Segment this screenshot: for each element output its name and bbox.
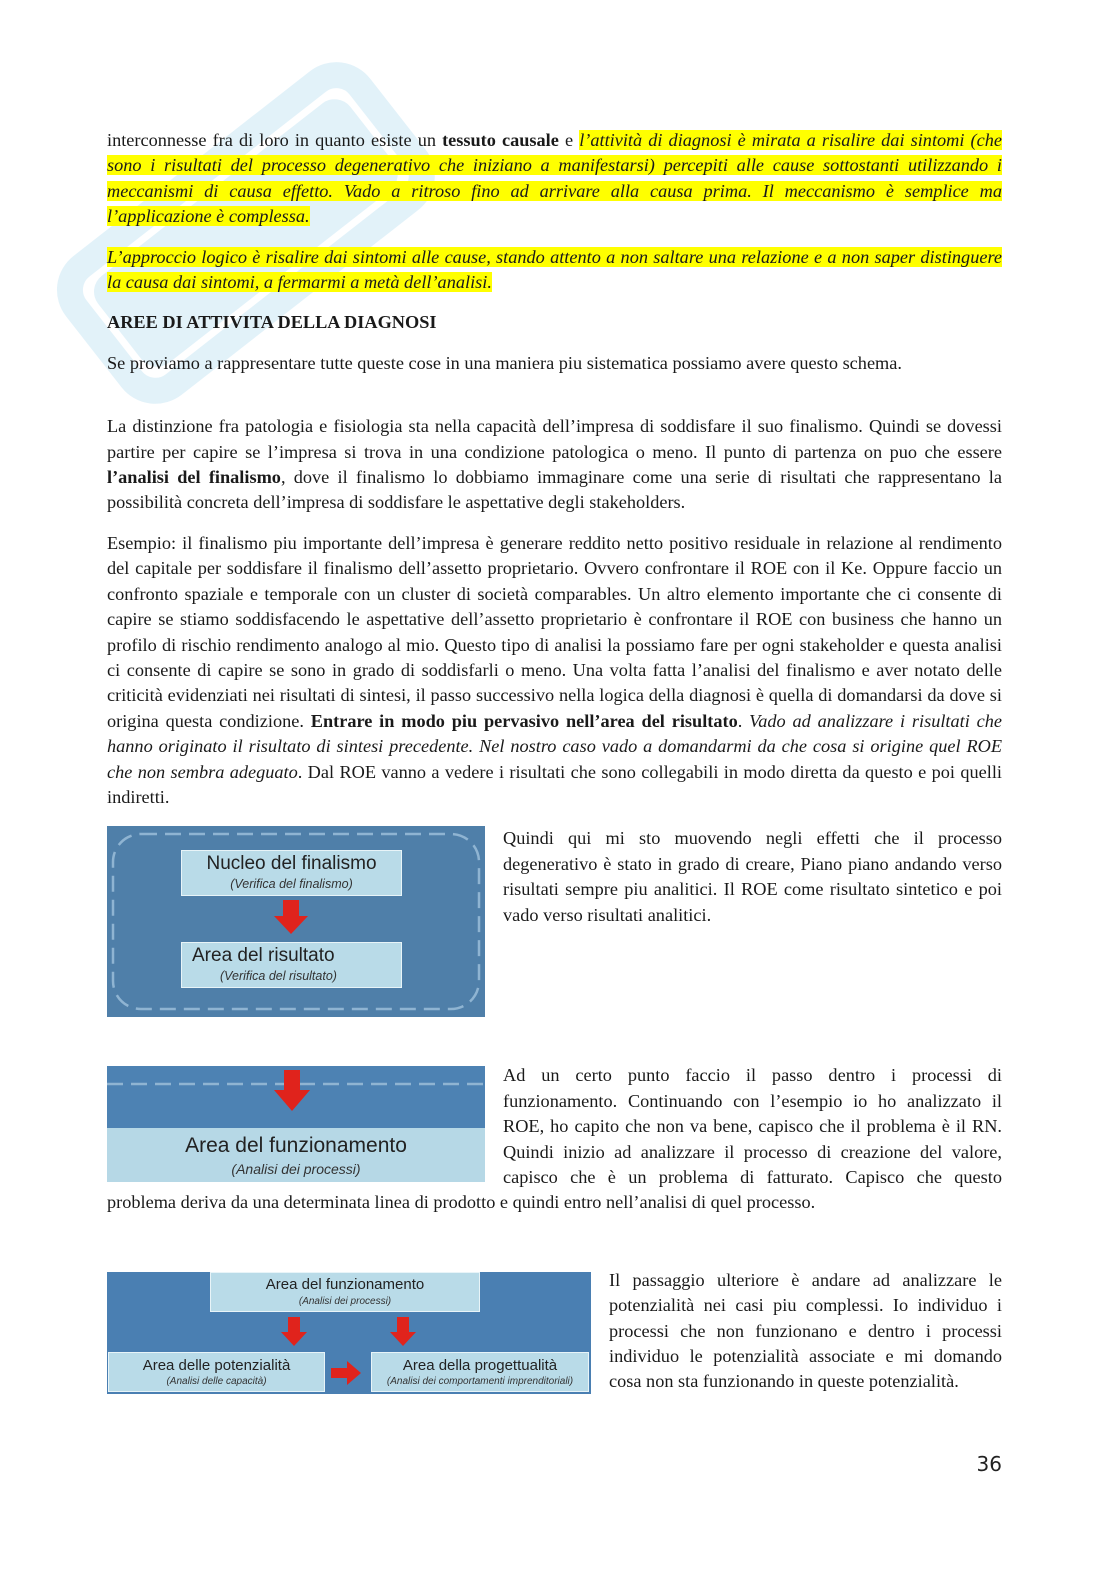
area-del-risultato-box — [181, 942, 402, 988]
area-della-progettualita-title: Area della progettualità — [402, 1356, 558, 1374]
paragraph-5-bold: Entrare in modo piu pervasivo nell’area del risultato — [310, 710, 738, 731]
paragraph-1-text-b: e — [558, 130, 580, 150]
figure-2-diagram — [107, 1066, 485, 1182]
arrow-down-icon — [281, 1317, 307, 1346]
paragraph-4-text-b: , dove il finalismo lo dobbiamo immaginare come una serie di risultati che rappresentano la possibilità concreta dell’impresa di soddisfare le aspettative degli stakeholders. — [107, 467, 1002, 513]
arrow-right-icon — [331, 1361, 361, 1385]
top-funzionamento-subtitle: (Analisi dei processi) — [298, 1295, 392, 1307]
page-number: 36 — [976, 1452, 1002, 1476]
paragraph-5-text-a: Esempio: il finalismo piu importante dell’impresa è generare reddito netto positivo residuale in relazione al rendimento del capitale per soddisfare il finalismo dell’assetto proprietario. Ovvero confrontare il ROE con il Ke. Oppure faccio un confronto spaziale e temporale con un cluster di società comparables. Un altro elemento importante che ci consente di capire se stiamo soddisfacendo le aspettative dell’assetto proprietario è confrontare il ROE con business che hanno un profilo di rischio rendimento analogo al mio. Questo tipo di analisi la possiamo fare per ogni stakeholder e questa analisi ci consente di capire se sono in grado di soddisfarli o meno. Una volta fatta l’analisi del finalismo e aver notato delle criticità evidenziati nei risultati di sintesi, il passo successivo nella logica della diagnosi è quella di domandarsi da dove si origina questa condizione. — [107, 532, 1002, 731]
paragraph-7: Ad un certo punto faccio il passo dentro i processi di funzionamento. Continuando con l’esempio io ho analizzato il ROE, ho capito che non va bene, capisco che il problema è il RN. Quindi inizio ad analizzare il processo di creazione del valore, capisco che è un problema di fatturato. Capisco che questo problema deriva da una determinata linea di prodotto e quindi entro nell’analisi di quel processo. — [107, 1065, 1002, 1213]
section-heading: AREE DI ATTIVITA DELLA DIAGNOSI — [107, 312, 437, 333]
area-della-progettualita-subtitle: (Analisi dei comportamenti imprenditoriali) — [386, 1375, 574, 1387]
area-delle-potenzialita-box — [108, 1352, 325, 1392]
paragraph-5-text-b: . — [737, 710, 750, 731]
arrow-down-icon — [274, 900, 308, 934]
top-funzionamento-title: Area del funzionamento — [265, 1275, 425, 1293]
paragraph-4-text-a: La distinzione fra patologia e fisiologia sta nella capacità dell’impresa di soddisfare il suo finalismo. Quindi se dovessi partire per capire se l’impresa si trova in una condizione patologica o meno. Il punto di partenza on puo che essere — [107, 416, 1002, 462]
paragraph-1-bold: tessuto causale — [442, 130, 559, 150]
paragraph-8: Il passaggio ulteriore è andare ad analizzare le potenzialità nei casi piu complessi. Io individuo i processi che non funzionano e dentro i processi individuo le potenzialità associate e mi domando cosa non sta funzionando in queste potenzialità. — [609, 1269, 1002, 1392]
area-del-funzionamento-subtitle: (Analisi dei processi) — [231, 1161, 361, 1178]
nucleo-del-finalismo-title: Nucleo del finalismo — [206, 853, 377, 875]
area-delle-potenzialita-subtitle: (Analisi delle capacità) — [166, 1375, 267, 1387]
arrow-down-icon — [274, 1070, 310, 1111]
area-della-progettualita-box — [371, 1352, 589, 1392]
paragraph-2-highlight: L’approccio logico è risalire dai sintomi alle cause, stando attento a non saltare una relazione e a non saper distinguere la causa dai sintomi, a fermarmi a metà dell’analisi. — [107, 246, 1002, 293]
paragraph-3: Se proviamo a rappresentare tutte queste cose in una maniera piu sistematica possiamo avere questo schema. — [107, 352, 902, 373]
paragraph-5-italic: Vado ad analizzare i risultati che hanno originato il risultato di sintesi precedente. Nel nostro caso vado a domandarmi da che cosa si origine quel ROE che non sembra adeguato — [107, 710, 1002, 782]
paragraph-5 — [107, 531, 1002, 810]
figure-3-block — [107, 1268, 1002, 1395]
paragraph-1 — [107, 128, 1002, 230]
figure-3-diagram — [107, 1272, 591, 1394]
paragraph-5-text-c: . Dal ROE vanno a vedere i risultati che sono collegabili in modo diretta da questo e poi quelli indiretti. — [107, 761, 1002, 807]
page-content — [107, 128, 1002, 1395]
paragraph-4-bold: l’analisi del finalismo — [107, 467, 281, 488]
area-del-funzionamento-box — [107, 1128, 485, 1182]
area-del-risultato-subtitle: (Verifica del risultato) — [220, 969, 337, 984]
nucleo-del-finalismo-box — [181, 850, 402, 896]
figure-2-block — [107, 1063, 1002, 1215]
paragraph-6: Quindi qui mi sto muovendo negli effetti che il processo degenerativo è stato in grado di creare, Piano piano andando verso risultati sempre piu analitici. Il ROE come risultato sintetico e poi vado verso risultati analitici. — [503, 828, 1002, 925]
nucleo-del-finalismo-subtitle: (Verifica del finalismo) — [230, 877, 353, 892]
area-delle-potenzialita-title: Area delle potenzialità — [142, 1356, 291, 1374]
area-del-risultato-title: Area del risultato — [192, 945, 335, 967]
figure-1-diagram — [107, 826, 485, 1017]
paragraph-2 — [107, 245, 1002, 296]
figure-1-block — [107, 826, 1002, 1017]
area-del-funzionamento-title: Area del funzionamento — [185, 1134, 407, 1158]
paragraph-1-text-a: interconnesse fra di loro in quanto esiste un — [107, 130, 443, 150]
arrow-down-icon — [390, 1317, 416, 1346]
paragraph-1-highlight: l’attività di diagnosi è mirata a risalire dai sintomi (che sono i risultati del processo degenerativo che iniziano a manifestarsi) percepiti alle cause sottostanti utilizzando i meccanismi di causa effetto. Vado a ritroso fino ad arrivare alla causa prima. Il meccanismo è semplice ma l’applicazione è complessa. — [107, 130, 1002, 227]
paragraph-4 — [107, 414, 1002, 516]
